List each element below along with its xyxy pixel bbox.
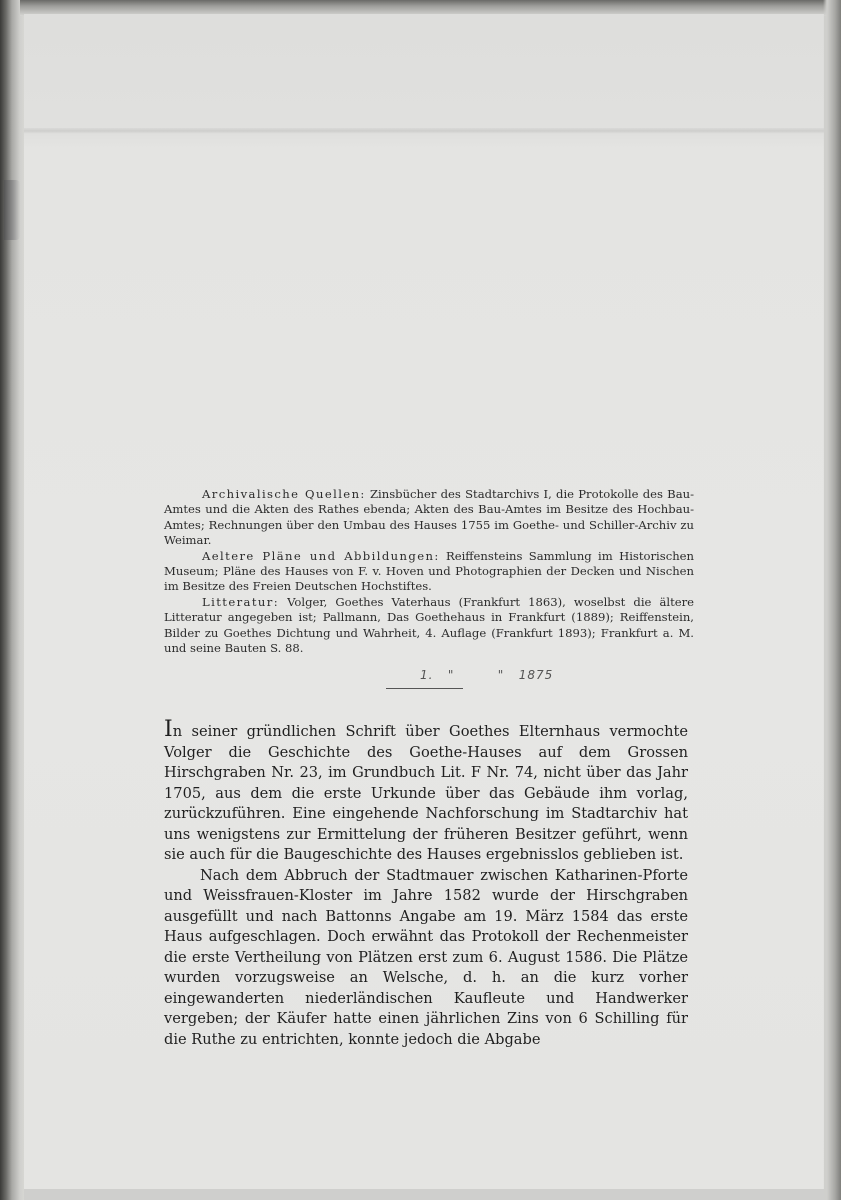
book-binding — [0, 0, 24, 1200]
initial-letter: I — [164, 717, 173, 742]
page-fold-line — [24, 128, 824, 134]
archival-sources-paragraph — [164, 487, 694, 549]
literature-paragraph — [164, 595, 694, 657]
plans-label: Aeltere Pläne und Abbildungen: — [202, 548, 440, 563]
body-paragraph-1-text: n seiner gründlichen Schrift über Goethes Elternhaus vermochte Volger die Geschichte des Goethe-Hauses auf dem Grossen Hirschgraben Nr. 23, im Grundbuch Lit. F Nr. 74, nicht über das Jahr 1705, aus dem die erste Urkunde über das Gebäude ihm vorlag, zurückzuführen. Eine eingehende Nachforschung im Stadtarchiv hat uns wenigstens zur Ermittelung der früheren Besitzer geführt, wenn sie auch für die Baugeschichte des Hauses ergebnisslos geblieben ist. — [164, 723, 688, 863]
body-paragraph-2: Nach dem Abbruch der Stadtmauer zwischen Katharinen-Pforte und Weissfrauen-Kloster im Jahre 1582 wurde der Hirschgraben ausgefüllt und nach Battonns Angabe am 19. März 1584 das erste Haus aufgeschlagen. Doch erwähnt das Protokoll der Rechenmeister die erste Vertheilung von Plätzen erst zum 6. August 1586. Die Plätze wurden vorzugsweise an Welsche, d. h. an die kurz vorher eingewanderten niederländischen Kaufleute und Handwerker vergeben; der Käufer hatte einen jährlichen Zins von 6 Schilling für die Ruthe zu entrichten, konnte jedoch die Abgabe — [164, 866, 688, 1048]
literature-label: Litteratur: — [202, 594, 280, 609]
binding-notch — [4, 180, 20, 240]
body-paragraph-1 — [164, 717, 688, 866]
handwritten-pencil-note: 1. " " 1875 — [420, 668, 554, 682]
archival-sources-label: Archivalische Quellen: — [202, 487, 366, 501]
literature-text: Volger, Goethes Vaterhaus (Frankfurt 1863), woselbst die ältere Litteratur angegeben ist; Pallmann, Das Goethehaus in Frankfurt (1889); Reiffenstein, Bilder zu Goethes Dichtung und Wahrheit, 4. Auflage (Frankfurt 1893); Frankfurt a. M. und seine Bauten S. 88. — [164, 594, 694, 656]
sources-block — [164, 487, 694, 656]
section-divider-rule — [386, 688, 463, 689]
page-right-edge — [823, 0, 841, 1200]
plans-text: Reiffensteins Sammlung im Historischen Museum; Pläne des Hauses von F. v. Hoven und Photographien der Decken und Nischen im Besitze des Freien Deutschen Hochstiftes. — [164, 548, 694, 594]
plans-paragraph — [164, 549, 694, 595]
archival-sources-text: Zinsbücher des Stadtarchivs I, die Protokolle des Bau-Amtes und die Akten des Rathes ebenda; Akten des Bau-Amtes im Besitze des Hochbau-Amtes; Rechnungen über den Umbau des Hauses 1755 im Goethe- und Schiller-Archiv zu Weimar. — [164, 487, 694, 548]
main-body-text — [164, 717, 688, 1050]
